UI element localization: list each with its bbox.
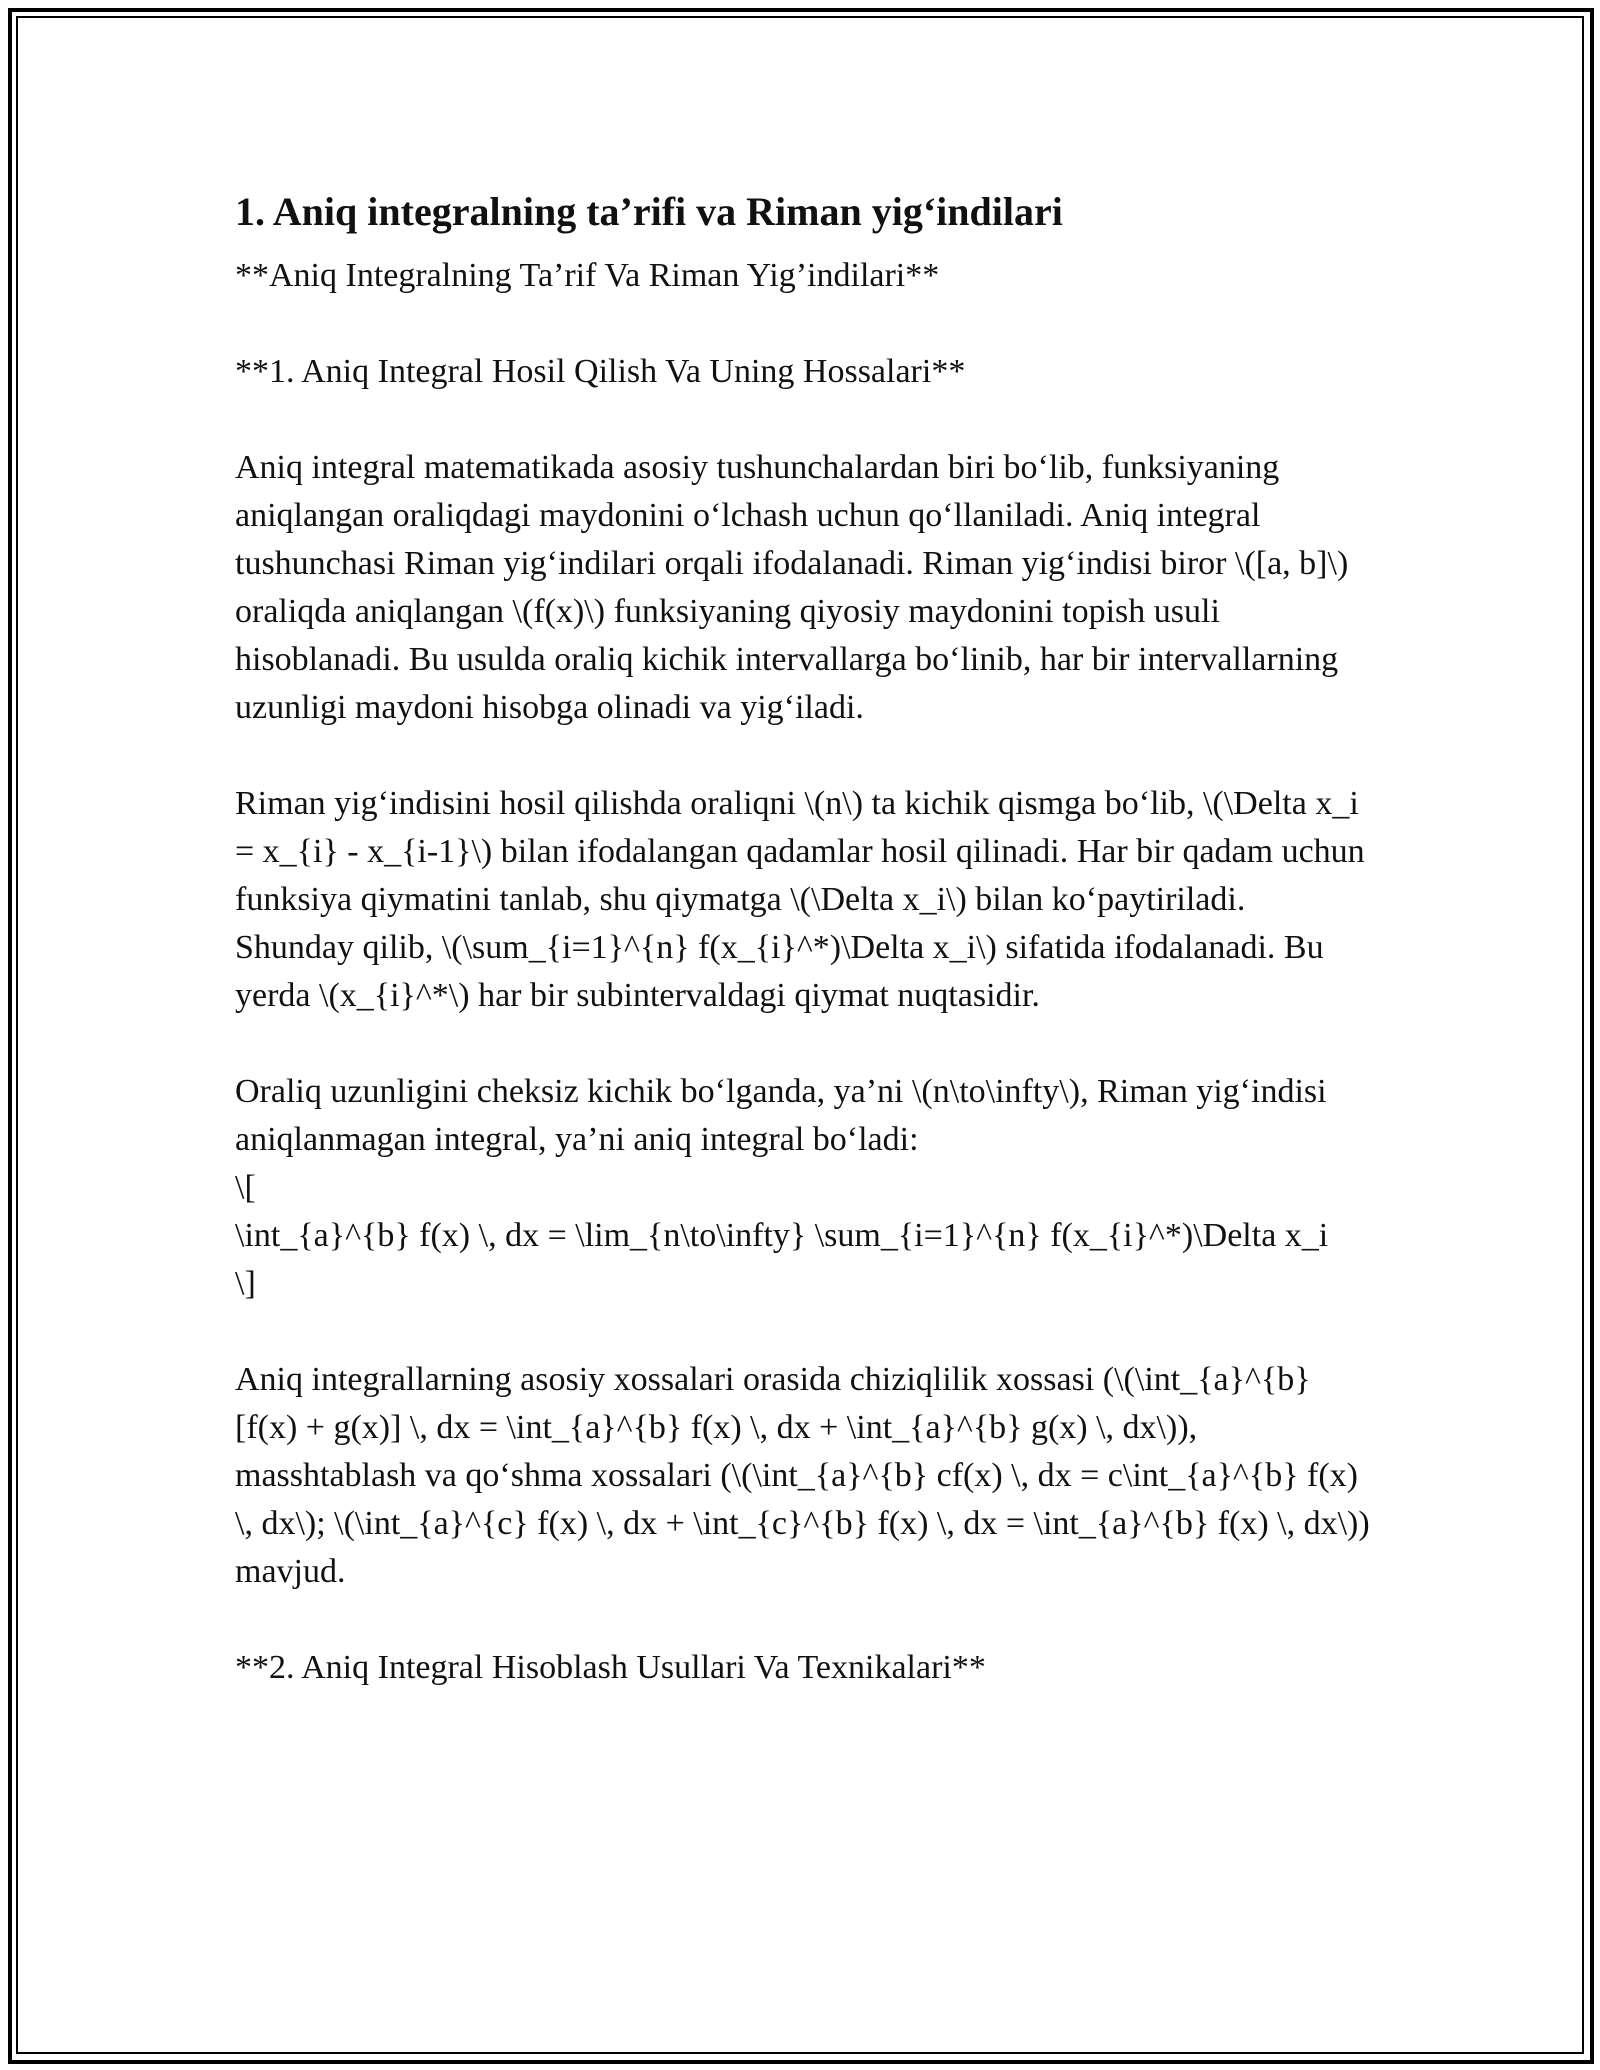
paragraph-limit-formula: Oraliq uzunligini cheksiz kichik bo‘lganda, ya’ni \(n\to\infty\), Riman yig‘indisi aniqlanmagan integral, ya’ni aniq integral bo‘ladi: \[ \int_{a}^{b} f(x) \, dx = \lim_{n\to\infty} \sum_{i=1}^{n} f(x_{i}^*)\Delta x_i \] xyxy=(235,1073,1329,1302)
paragraph-properties: Aniq integrallarning asosiy xossalari orasida chiziqlilik xossasi (\(\int_{a}^{b} [f(x) + g(x)] \, dx = \int_{a}^{b} f(x) \, dx + \int_{a}^{b} g(x) \, dx\)), masshtablash va qo‘shma xossalari (\(\int_{a}^{b} cf(x) \, dx = c\int_{a}^{b} f(x) \, dx\); \(\int_{a}^{c} f(x) \, dx + \int_{c}^{b} f(x) \, dx = \int_{a}^{b} f(x) \, dx\)) mavjud. xyxy=(235,1361,1379,1590)
section-heading: 1. Aniq integralning ta’rifi va Riman yig‘indilari xyxy=(235,189,1063,234)
document-body xyxy=(235,184,1379,1740)
paragraph-riemann-intro: Aniq integral matematikada asosiy tushunchalardan biri bo‘lib, funksiyaning aniqlangan oraliqdagi maydonini o‘lchash uchun qo‘llaniladi. Aniq integral tushunchasi Riman yig‘indilari orqali ifodalanadi. Riman yig‘indisi biror \([a, b]\) oraliqda aniqlangan \(f(x)\) funksiyaning qiyosiy maydonini topish usuli hisoblanadi. Bu usulda oraliq kichik intervallarga bo‘linib, har bir intervallarning uzunligi maydoni hisobga olinadi va yig‘iladi. xyxy=(235,449,1357,726)
paragraph-riemann-sum: Riman yig‘indisini hosil qilishda oraliqni \(n\) ta kichik qismga bo‘lib, \(\Delta x_i = x_{i} - x_{i-1}\) bilan ifodalangan qadamlar hosil qilinadi. Har bir qadam uchun funksiya qiymatini tanlab, shu qiymatga \(\Delta x_i\) bilan ko‘paytiriladi. Shunday qilib, \(\sum_{i=1}^{n} f(x_{i}^*)\Delta x_i\) sifatida ifodalanadi. Bu yerda \(x_{i}^*\) har bir subintervaldagi qiymat nuqtasidir. xyxy=(235,785,1374,1014)
paragraph-title: **Aniq Integralning Ta’rif Va Riman Yig’indilari** xyxy=(235,257,940,294)
paragraph-subtitle-1: **1. Aniq Integral Hosil Qilish Va Uning Hossalari** xyxy=(235,353,966,390)
paragraph-subtitle-2: **2. Aniq Integral Hisoblash Usullari Va Texnikalari** xyxy=(235,1649,986,1686)
